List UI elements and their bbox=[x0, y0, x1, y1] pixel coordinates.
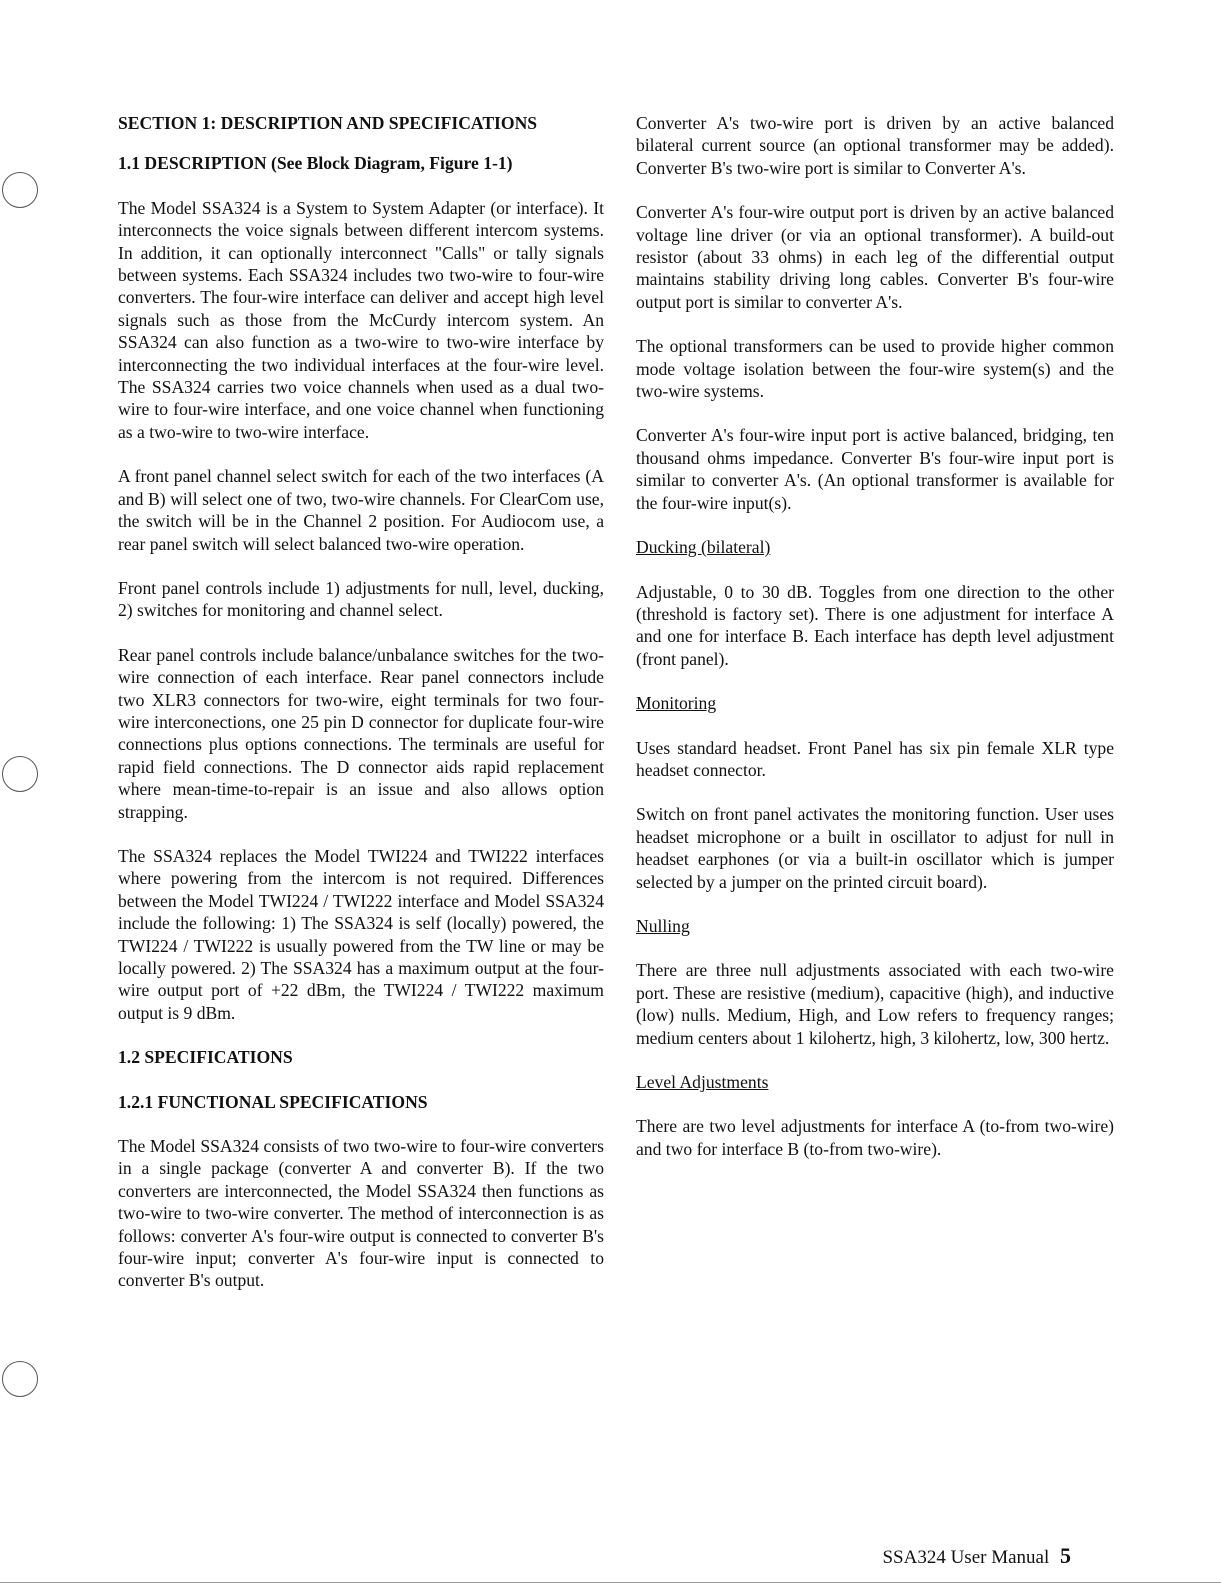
paragraph: Adjustable, 0 to 30 dB. Toggles from one direction to the other (threshold is factory set). There is one adjustment for interface A and one for interface B. Each interface has depth level adjustment (front panel). bbox=[636, 581, 1114, 669]
punch-hole-top bbox=[2, 172, 38, 208]
page-footer bbox=[882, 1543, 1071, 1569]
paragraph: Converter A's four-wire output port is driven by an active balanced voltage line driver (or via an optional transformer). A build-out resistor (about 33 ohms) in each leg of the differential output maintains stability driving long cables. Converter B's four-wire output port is similar to converter A's. bbox=[636, 202, 1114, 312]
page-number: 5 bbox=[1060, 1543, 1071, 1568]
monitoring-heading: Monitoring bbox=[636, 693, 717, 714]
description-heading: 1.1 DESCRIPTION (See Block Diagram, Figure 1-1) bbox=[118, 153, 513, 174]
paragraph: Switch on front panel activates the monitoring function. User uses headset microphone or a built in oscillator to adjust for null in headset earphones (or via a built-in oscillator which is jumper selected by a jumper on the printed circuit board). bbox=[636, 804, 1114, 892]
paragraph: Converter A's two-wire port is driven by an active balanced bilateral current source (an optional transformer may be added). Converter B's two-wire port is similar to Converter A's. bbox=[636, 113, 1114, 178]
paragraph: The Model SSA324 consists of two two-wire to four-wire converters in a single package (converter A and converter B). If the two converters are interconnected, the Model SSA324 then functions as two-wire to two-wire converter. The method of interconnection is as follows: converter A's four-wire output is connected to converter B's four-wire input; converter A's four-wire input is connected to converter B's output. bbox=[118, 1136, 604, 1291]
paragraph: The optional transformers can be used to provide higher common mode voltage isolation between the four-wire system(s) and the two-wire systems. bbox=[636, 336, 1114, 402]
punch-hole-bottom bbox=[2, 1361, 38, 1397]
specifications-heading: 1.2 SPECIFICATIONS bbox=[118, 1047, 293, 1068]
left-column bbox=[118, 112, 604, 1314]
manual-title: SSA324 User Manual bbox=[882, 1547, 1050, 1568]
paragraph: Front panel controls include 1) adjustments for null, level, ducking, 2) switches for monitoring and channel select. bbox=[118, 577, 604, 621]
paragraph: There are three null adjustments associated with each two-wire port. These are resistive (medium), capacitive (high), and inductive (low) nulls. Medium, High, and Low refers to frequency ranges; medium centers about 1 kilohertz, high, 3 kilohertz, low, 300 hertz. bbox=[636, 960, 1114, 1048]
paragraph: Rear panel controls include balance/unbalance switches for the two-wire connection of each interface. Rear panel connectors include two XLR3 connectors for two-wire, eight terminals for two four-wire interconections, one 25 pin D connector for duplicate four-wire connections plus options connections. The terminals are useful for rapid field connections. The D connector aids rapid replacement where mean-time-to-repair is an issue and also allows option strapping. bbox=[118, 644, 604, 822]
right-column bbox=[636, 112, 1114, 1182]
level-adjustments-heading: Level Adjustments bbox=[636, 1072, 769, 1092]
paragraph: The Model SSA324 is a System to System Adapter (or interface). It interconnects the voice signals between different intercom systems. In addition, it can optionally interconnect "Calls" or tally signals between systems. Each SSA324 includes two two-wire to four-wire converters. The four-wire interface can deliver and accept high level signals such as those from the McCurdy intercom system. An SSA324 can also function as a two-wire to two-wire interface by interconnecting the two individual interfaces at the four-wire level. The SSA324 carries two voice channels when used as a dual two-wire to four-wire interface, and one voice channel when functioning as a two-wire to two-wire interface. bbox=[118, 197, 604, 442]
functional-specifications-heading: 1.2.1 FUNCTIONAL SPECIFICATIONS bbox=[118, 1091, 428, 1112]
paragraph: Converter A's four-wire input port is active balanced, bridging, ten thousand ohms impedance. Converter B's four-wire input port is similar to converter A's. (An optional transformer is available for the four-wire input(s). bbox=[636, 425, 1114, 513]
bottom-edge-line bbox=[0, 1582, 1221, 1583]
paragraph: The SSA324 replaces the Model TWI224 and TWI222 interfaces where powering from the intercom is not required. Differences between the Model TWI224 / TWI222 interface and Model SSA324 include the following: 1) The SSA324 is self (locally) powered, the TWI224 / TWI222 is usually powered from the TW line or may be locally powered. 2) The SSA324 has a maximum output at the four-wire output port of +22 dBm, the TWI224 / TWI222 maximum output is 9 dBm. bbox=[118, 845, 604, 1023]
section-heading: SECTION 1: DESCRIPTION AND SPECIFICATIONS bbox=[118, 113, 538, 133]
punch-hole-middle bbox=[2, 756, 38, 792]
nulling-heading: Nulling bbox=[636, 915, 690, 936]
paragraph: There are two level adjustments for interface A (to-from two-wire) and two for interface B (to-from two-wire). bbox=[636, 1116, 1114, 1159]
paragraph: A front panel channel select switch for each of the two interfaces (A and B) will select one of two, two-wire channels. For ClearCom use, the switch will be in the Channel 2 position. For Audiocom use, a rear panel switch will select balanced two-wire operation. bbox=[118, 466, 604, 554]
ducking-heading: Ducking (bilateral) bbox=[636, 537, 771, 558]
paragraph: Uses standard headset. Front Panel has six pin female XLR type headset connector. bbox=[636, 737, 1114, 780]
